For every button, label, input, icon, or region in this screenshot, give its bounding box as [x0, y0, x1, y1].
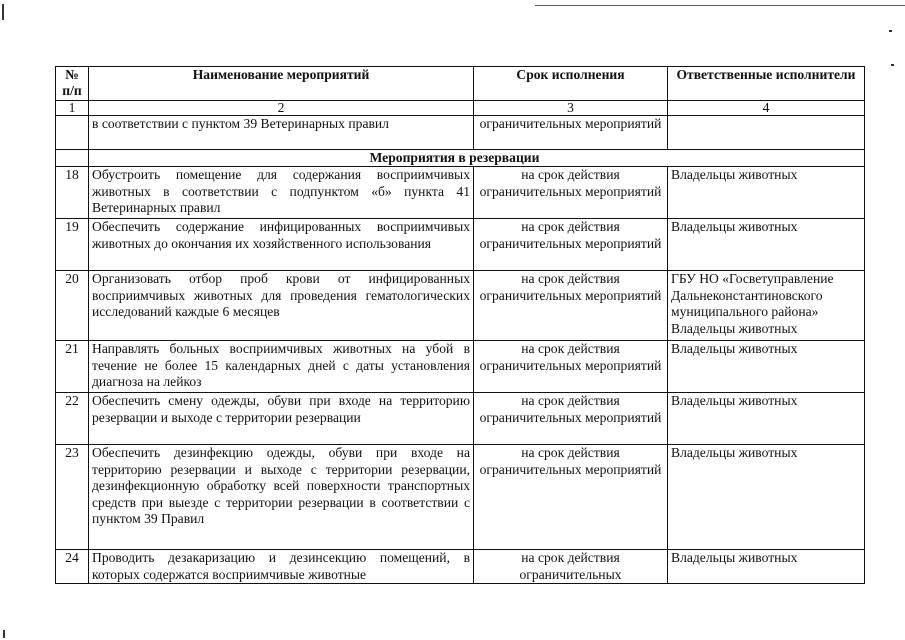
cell-num: 24: [56, 550, 89, 584]
header-name: Наименование мероприятий: [89, 67, 474, 101]
cell-term: на срок действия ограничительных мероприятий: [474, 167, 668, 219]
header-num: № п/п: [56, 67, 89, 101]
column-number: 4: [668, 101, 865, 116]
scan-mark: [3, 630, 5, 638]
column-number: 3: [474, 101, 668, 116]
cell-term: на срок действия ограничительных мероприятий: [474, 219, 668, 271]
cell-term: на срок действия ограничительных: [474, 550, 668, 584]
cell-responsible: Владельцы животных: [668, 445, 865, 550]
cell-num: 21: [56, 341, 89, 393]
table-row: [56, 445, 865, 550]
cell-responsible: Владельцы животных: [668, 167, 865, 219]
cell-num: 18: [56, 167, 89, 219]
continuation-row: [56, 116, 865, 150]
cell-term: на срок действия ограничительных мероприятий: [474, 271, 668, 341]
cell-responsible: Владельцы животных: [668, 219, 865, 271]
cell-name: Обустроить помещение для содержания восприимчивых животных в соответствии с подпунктом «б» пункта 41 Ветеринарных правил: [89, 167, 474, 219]
cell-num: 20: [56, 271, 89, 341]
cell-name: Организовать отбор проб крови от инфицированных восприимчивых животных для проведения гематологических исследований каждые 6 месяцев: [89, 271, 474, 341]
cell-name: в соответствии с пунктом 39 Ветеринарных правил: [89, 116, 474, 150]
header-term: Срок исполнения: [474, 67, 668, 101]
table-row: [56, 550, 865, 584]
cell-name: Обеспечить дезинфекцию одежды, обуви при входе на территорию резервации и выходе с территории резервации, дезинфекционную обработку всей поверхности транспортных средств при выезде с территории резервации в соответствии с пунктом 39 Правил: [89, 445, 474, 550]
cell-num: 23: [56, 445, 89, 550]
column-number-row: [56, 101, 865, 116]
header-responsible: Ответственные исполнители: [668, 67, 865, 101]
cell-num: 22: [56, 393, 89, 445]
cell-responsible: ГБУ НО «Госветуправление Дальнеконстантиновского муниципального района» Владельцы животных: [668, 271, 865, 341]
table-row: [56, 393, 865, 445]
cell-responsible: Владельцы животных: [668, 341, 865, 393]
cell-name: Обеспечить смену одежды, обуви при входе на территорию резервации и выходе с территории резервации: [89, 393, 474, 445]
cell-term: ограничительных мероприятий: [474, 116, 668, 150]
scan-mark: [2, 4, 4, 20]
scan-mark: [891, 64, 894, 66]
cell-term: на срок действия ограничительных мероприятий: [474, 393, 668, 445]
cell-responsible: Владельцы животных: [668, 393, 865, 445]
cell-name: Обеспечить содержание инфицированных восприимчивых животных до окончания их хозяйственного использования: [89, 219, 474, 271]
column-number: 1: [56, 101, 89, 116]
column-number: 2: [89, 101, 474, 116]
cell-term: на срок действия ограничительных мероприятий: [474, 445, 668, 550]
section-title: Мероприятия в резервации: [89, 150, 865, 167]
cell-name: Проводить дезакаризацию и дезинсекцию помещений, в которых содержатся восприимчивые животные: [89, 550, 474, 584]
cell-name: Направлять больных восприимчивых животных на убой в течение не более 15 календарных дней с даты установления диагноза на лейкоз: [89, 341, 474, 393]
cell-term: на срок действия ограничительных мероприятий: [474, 341, 668, 393]
table-row: [56, 219, 865, 271]
table-row: [56, 271, 865, 341]
table-row: [56, 341, 865, 393]
table-row: [56, 167, 865, 219]
cell-num: 19: [56, 219, 89, 271]
cell-responsible: Владельцы животных: [668, 550, 865, 584]
top-edge-line: [535, 5, 905, 6]
header-row: [56, 67, 865, 101]
scan-mark: [889, 30, 892, 32]
section-row: [56, 150, 865, 167]
measures-table: [55, 66, 865, 584]
